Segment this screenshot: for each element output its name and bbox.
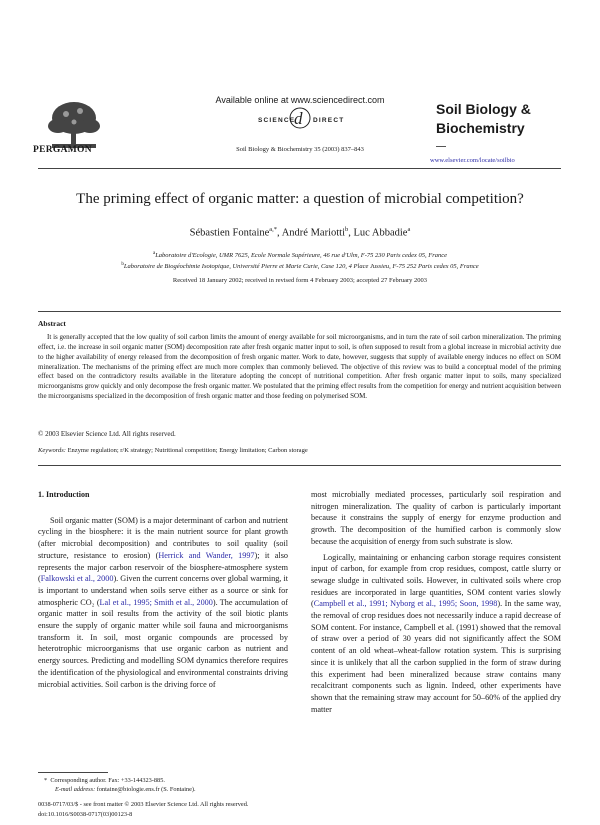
citation-link[interactable]: Lal et al., 1995; Smith et al., 2000 bbox=[99, 597, 213, 607]
intro-paragraph-1 bbox=[38, 515, 288, 691]
abstract-heading: Abstract bbox=[38, 319, 66, 328]
author-affiliation-mark: a bbox=[407, 226, 411, 233]
corresponding-author-text: Corresponding author. Fax: +33-144323-885. bbox=[50, 777, 165, 784]
journal-title-line-1: Soil Biology & bbox=[436, 101, 531, 117]
article-title: The priming effect of organic matter: a question of microbial competition? bbox=[76, 191, 524, 207]
journal-title-line-2: Biochemistry bbox=[436, 120, 525, 136]
intro-paragraph-1-continued bbox=[311, 489, 561, 548]
author-separator: , bbox=[277, 227, 282, 239]
issn-line: 0038-0717/03/$ - see front matter © 2003 Elsevier Science Ltd. All rights reserved. bbox=[38, 801, 249, 808]
right-column bbox=[311, 489, 561, 719]
author-separator: , bbox=[348, 227, 354, 239]
left-column bbox=[38, 489, 288, 694]
publisher-name: PERGAMON bbox=[33, 145, 92, 155]
corresponding-author-footnote bbox=[44, 777, 165, 784]
author-list bbox=[0, 226, 600, 239]
sciencedirect-logo-icon bbox=[230, 105, 370, 131]
abstract-text: It is generally accepted that the low quality of soil carbon limits the amount of energy available for soil microorganisms, and in turn the rate of soil carbon mineralization. The priming effect, i.e. the increase in soil organic matter (SOM) decomposition rate after fresh organic matter input to soil, is often supposed to result from a global increase in microbial activity due to the higher availability of energy released from the decomposition of fresh organic matter. Work to date, however, suggests that supply of available energy induces no effect on SOM mineralization. The mechanisms of the priming effect are much more complex than commonly believed. The objective of this review was to build a conceptual model of the priming effect based on the contradictory results available in the literature adopting the concept of nutritional competition. After fresh organic matter input to soils, many specialized microorganisms grow quickly and only decompose the fresh organic matter. We postulated that the priming effect results from the competition for energy and nutrient acquisition between the microorganisms specialized in the decomposition of fresh organic matter and those feeding on polymerised SOM. bbox=[38, 333, 561, 401]
author-name: André Mariotti bbox=[281, 227, 345, 239]
paragraph-text: ). The accumulation of organic matter in soil results from the activity of the soil biotic plants ensure the supply of organic matter while soil fauna and microorganisms transform it. In soil, most organic compounds are processed by heterotrophic microorganisms that use organic carbon as nutrient and energy sources. Predicting and modelling SOM dynamics therefore requires the identification of the physiological and environmental constraints driving microbial activities. Soil carbon is the driving force of bbox=[38, 597, 289, 689]
email-footnote bbox=[55, 786, 196, 793]
affiliation-mark: a bbox=[152, 251, 156, 256]
paragraph-text: ). In the same way, the removal of crop residues does not necessarily induce a rapid decrease of SOM content. For instance, Campbell et al. (1991) showed that the removal of straw over a period of 30 years did not significantly affect the SOM content of an old wheat–wheat-fallow rotation system. This is surprising since it is unlikely that all the carbon supplied in the form of straw during this experiment had been mineralized because straw contains many recalcitrant components such as lignin. Indeed, other experiments have shown that the remaining straw may account for 50–60% of the applied dry matter bbox=[311, 599, 561, 714]
journal-title-rule bbox=[436, 146, 446, 147]
footnote-divider bbox=[38, 772, 108, 773]
journal-title bbox=[436, 100, 531, 138]
available-online-note: Available online at www.sciencedirect.com bbox=[215, 95, 385, 105]
author-affiliation-mark: a,* bbox=[269, 226, 278, 233]
paragraph-text: ); it also represents the major carbon reservoir of the biosphere-atmosphere system ( bbox=[38, 550, 288, 584]
affiliation-mark: b bbox=[121, 262, 124, 267]
header-divider bbox=[38, 168, 561, 169]
citation-link[interactable]: Herrick and Wander, 1997 bbox=[158, 550, 255, 560]
email-label: E-mail address: bbox=[55, 786, 96, 793]
paragraph-text: most microbially mediated processes, particularly soil respiration and nitrogen mineralization. The quality of carbon is particularly important because it constrains the supply of energy for enzyme production and growth. The decomposition of the humified carbon is commonly slow because the acquisition of energy from such substrate is slow. bbox=[311, 490, 561, 546]
journal-url-link[interactable]: www.elsevier.com/locate/soilbio bbox=[430, 157, 515, 164]
intro-paragraph-2 bbox=[311, 552, 561, 716]
keywords bbox=[38, 447, 308, 454]
copyright-notice: © 2003 Elsevier Science Ltd. All rights reserved. bbox=[38, 430, 176, 438]
sd-logo-left-text: SCIENCE bbox=[258, 117, 296, 124]
email-address-link[interactable]: fontaine@biologie.ens.fr (S. Fontaine). bbox=[96, 786, 196, 793]
svg-text:d: d bbox=[294, 109, 303, 128]
author-name: Sébastien Fontaine bbox=[189, 227, 270, 239]
citation-link[interactable]: Campbell et al., 1991; Nyborg et al., 1995; Soon, 1998 bbox=[313, 599, 498, 609]
affiliation-a bbox=[0, 251, 600, 259]
citation-link[interactable]: Falkowski et al., 2000 bbox=[40, 574, 114, 584]
paragraph-text: Soil organic matter (SOM) is a major determinant of carbon and nutrient cycling in the biosphere: it is the main nutrient source for plant growth (after microbial decomposition) and contributes to soil quality (soil structure, resistance to erosion) ( bbox=[38, 515, 288, 560]
journal-citation: Soil Biology & Biochemistry 35 (2003) 837–843 bbox=[236, 146, 364, 153]
abstract-top-divider bbox=[38, 311, 561, 312]
author-name: Luc Abbadie bbox=[353, 227, 408, 239]
affiliation-text: Laboratoire d'Ecologie, UMR 7625, Ecole Normale Supérieure, 46 rue d'Ulm, F-75 230 Paris cedex 05, France bbox=[155, 252, 448, 260]
abstract-bottom-divider bbox=[38, 465, 561, 466]
keywords-list: Enzyme regulation; r/K strategy; Nutritional competition; Energy limitation; Carbon storage bbox=[67, 447, 308, 454]
affiliation-text: Laboratoire de Biogéochimie Isotopique, Université Pierre et Marie Curie, Case 120, 4 Place Jussieu, F-75 252 Paris cedex 05, France bbox=[123, 263, 479, 271]
doi-line[interactable]: doi:10.1016/S0038-0717(03)00123-8 bbox=[38, 811, 133, 818]
paragraph-text: ). Given the current concerns over global warming, it is important to understand when soils serve either as a source or sink for atmospheric CO₂ ( bbox=[38, 574, 288, 607]
affiliation-b bbox=[0, 262, 600, 270]
sd-logo-right-text: DIRECT bbox=[313, 117, 345, 124]
keywords-label: Keywords: bbox=[38, 447, 66, 454]
section-heading-introduction: 1. Introduction bbox=[38, 490, 90, 499]
paragraph-text: Logically, maintaining or enhancing carbon storage requires consistent input of carbon, for example from crop residues, compost, cattle slurry or sewage sludge in cultivated soils. However, in cultivated soils where crop residues are incorporated in large quantities, SOM content varies slowly ( bbox=[311, 552, 561, 609]
author-affiliation-mark: b bbox=[345, 226, 349, 233]
footnote-mark: * bbox=[44, 777, 48, 784]
article-dates: Received 18 January 2002; received in revised form 4 February 2003; accepted 27 February 2003 bbox=[172, 277, 428, 284]
